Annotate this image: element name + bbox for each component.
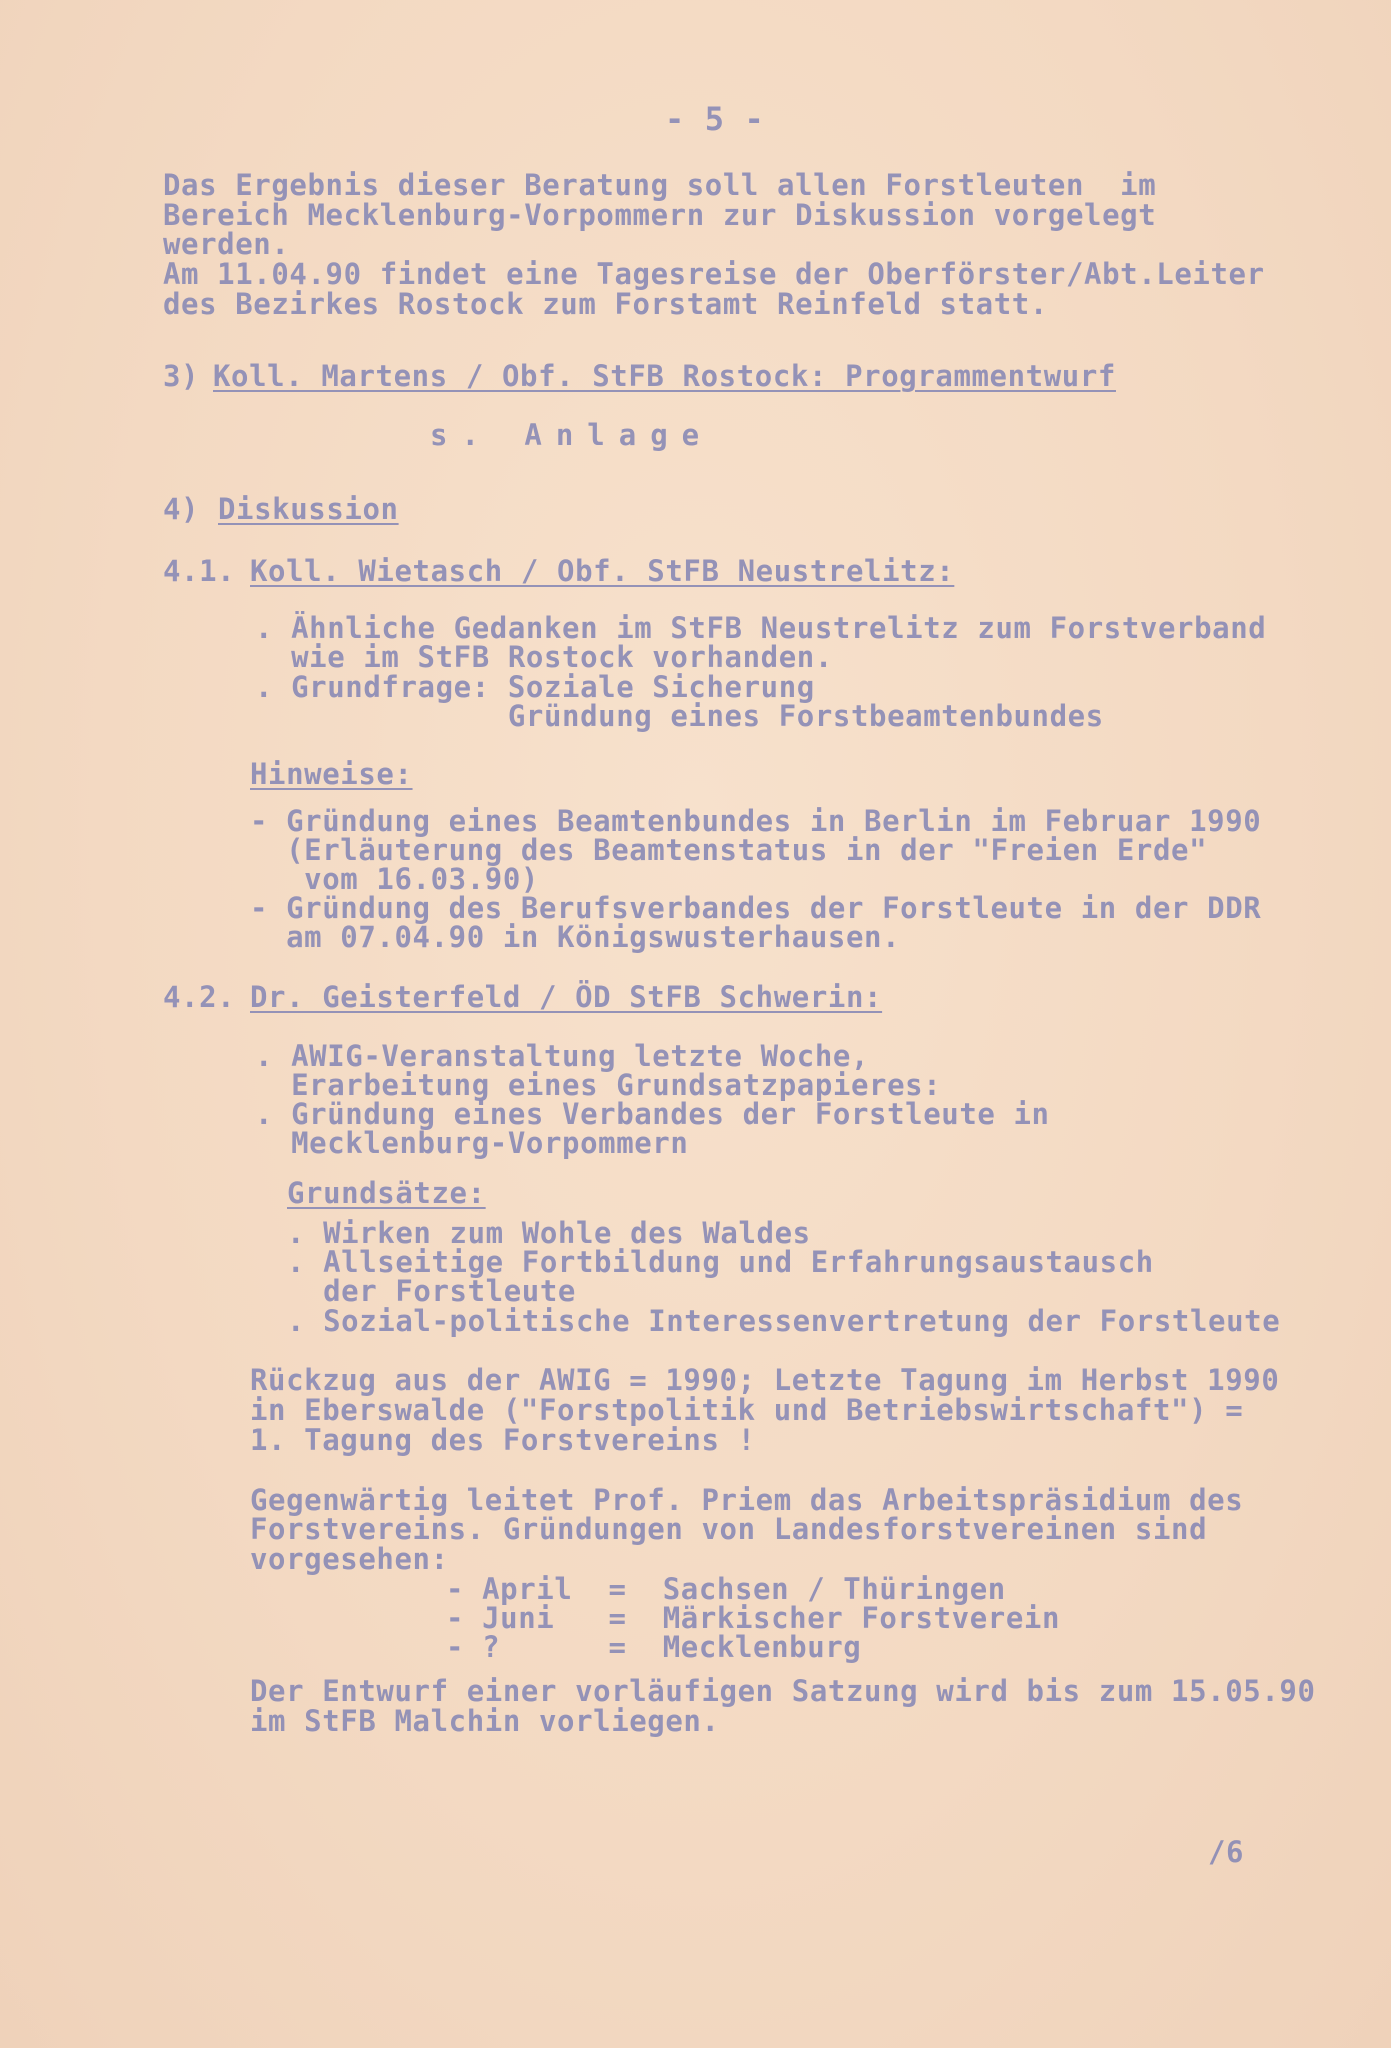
gegenwaertig-line: Gegenwärtig leitet Prof. Priem das Arbeitspräsidium des: [250, 1483, 1244, 1517]
section-4-2-heading: Dr. Geisterfeld / ÖD StFB Schwerin:: [250, 980, 883, 1014]
hinweise-line: am 07.04.90 in Königswusterhausen.: [250, 920, 901, 954]
grundsaetze-line: . Allseitige Fortbildung und Erfahrungsaustausch: [287, 1245, 1154, 1279]
page-number: - 5 -: [665, 100, 765, 138]
section-4-2-number: 4.2.: [163, 980, 236, 1014]
intro-line: Bereich Mecklenburg-Vorpommern zur Diskussion vorgelegt: [163, 198, 1157, 232]
item3-anlage: s. Anlage: [430, 418, 714, 452]
section-4-2-point: Mecklenburg-Vorpommern: [255, 1126, 689, 1160]
grundsaetze-label: Grundsätze:: [287, 1176, 486, 1210]
plan-line: - April = Sachsen / Thüringen: [446, 1572, 1006, 1606]
item4-heading: Diskussion: [218, 492, 399, 526]
item4-number: 4): [163, 492, 200, 526]
item3-number: 3): [163, 359, 200, 393]
gegenwaertig-line: vorgesehen:: [250, 1542, 449, 1576]
grundsaetze-line: . Wirken zum Wohle des Waldes: [287, 1216, 811, 1250]
grundsaetze-line: der Forstleute: [287, 1274, 576, 1308]
section-4-1-point: . Ähnliche Gedanken im StFB Neustrelitz zum Forstverband: [255, 611, 1267, 645]
entwurf-line: Der Entwurf einer vorläufigen Satzung wird bis zum 15.05.90: [250, 1674, 1316, 1708]
hinweise-line: vom 16.03.90): [250, 862, 539, 896]
section-4-1-point: Gründung eines Forstbeamtenbundes: [255, 699, 1104, 733]
item3-heading: Koll. Martens / Obf. StFB Rostock: Programmentwurf: [213, 359, 1116, 393]
gegenwaertig-line: Forstvereins. Gründungen von Landesforstvereinen sind: [250, 1512, 1208, 1546]
section-4-1-number: 4.1.: [163, 554, 236, 588]
hinweise-label: Hinweise:: [250, 757, 413, 791]
entwurf-line: im StFB Malchin vorliegen.: [250, 1704, 720, 1738]
intro-line: Das Ergebnis dieser Beratung soll allen Forstleuten im: [163, 168, 1157, 202]
section-4-2-point: . AWIG-Veranstaltung letzte Woche,: [255, 1039, 870, 1073]
hinweise-line: (Erläuterung des Beamtenstatus in der "Freien Erde": [250, 833, 1208, 867]
rueckzug-line: 1. Tagung des Forstvereins !: [250, 1423, 756, 1457]
section-4-1-point: . Grundfrage: Soziale Sicherung: [255, 670, 815, 704]
intro-line: Am 11.04.90 findet eine Tagesreise der Oberförster/Abt.Leiter: [163, 257, 1265, 291]
continuation-marker: /6: [1208, 1835, 1245, 1869]
section-4-2-point: . Gründung eines Verbandes der Forstleute in: [255, 1097, 1050, 1131]
intro-line: des Bezirkes Rostock zum Forstamt Reinfeld statt.: [163, 287, 1048, 321]
hinweise-line: - Gründung eines Beamtenbundes in Berlin im Februar 1990: [250, 804, 1262, 838]
rueckzug-line: Rückzug aus der AWIG = 1990; Letzte Tagung im Herbst 1990: [250, 1363, 1280, 1397]
section-4-1-heading: Koll. Wietasch / Obf. StFB Neustrelitz:: [250, 554, 955, 588]
grundsaetze-line: . Sozial-politische Interessenvertretung der Forstleute: [287, 1304, 1281, 1338]
hinweise-line: - Gründung des Berufsverbandes der Forstleute in der DDR: [250, 891, 1262, 925]
intro-line: werden.: [163, 227, 290, 261]
section-4-2-point: Erarbeitung eines Grundsatzpapieres:: [255, 1068, 942, 1102]
rueckzug-line: in Eberswalde ("Forstpolitik und Betriebswirtschaft") =: [250, 1393, 1244, 1427]
section-4-1-point: wie im StFB Rostock vorhanden.: [255, 640, 833, 674]
plan-line: - Juni = Märkischer Forstverein: [446, 1601, 1061, 1635]
plan-line: - ? = Mecklenburg: [446, 1630, 862, 1664]
